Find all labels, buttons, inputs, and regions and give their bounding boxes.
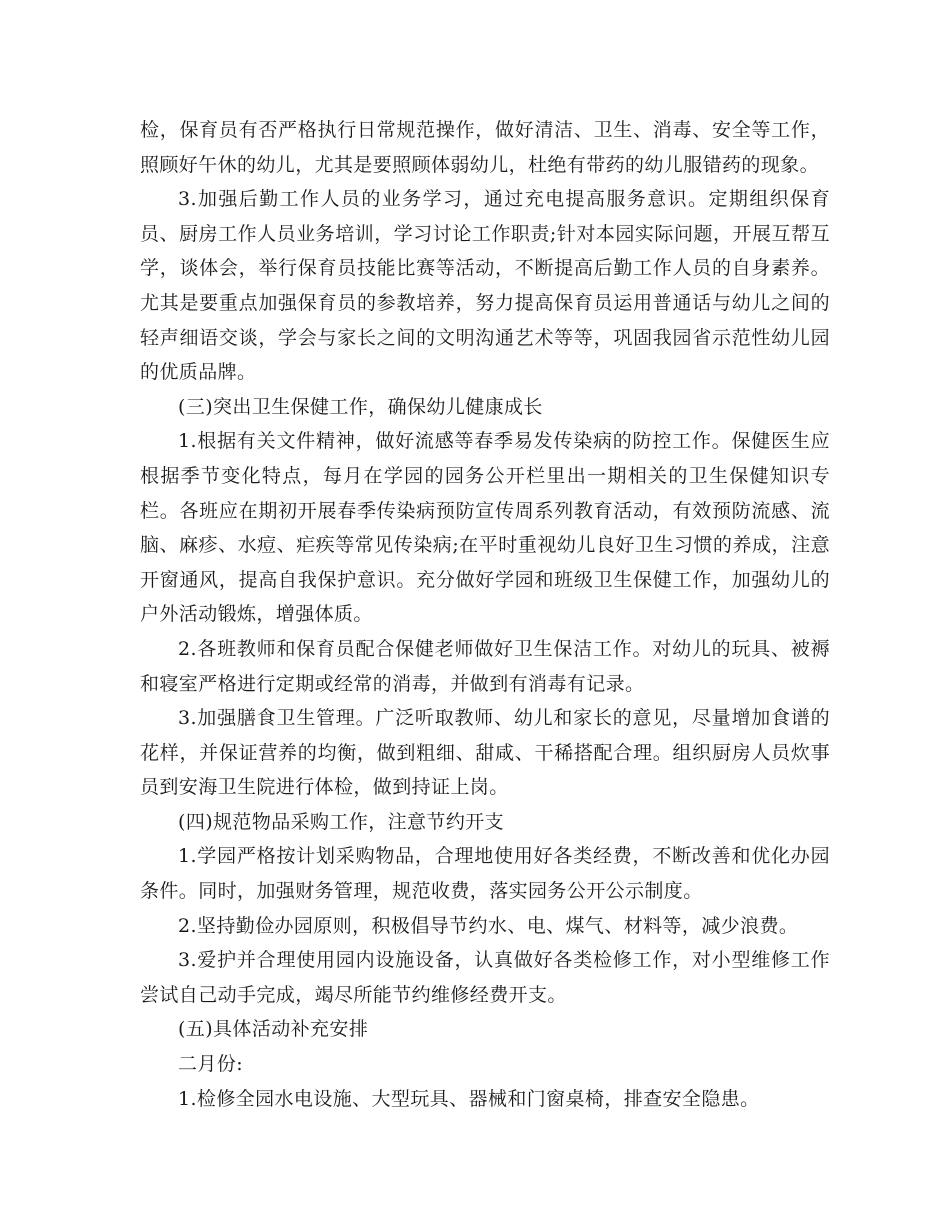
section-heading-procurement: (四)规范物品采购工作，注意节约开支: [178, 810, 505, 833]
paragraph-thrift: 2.坚持勤俭办园原则，积极倡导节约水、电、煤气、材料等，减少浪费。: [178, 914, 799, 937]
paragraph-maintenance: 3.爱护并合理使用园内设施设备，认真做好各类检修工作，对小型维修工作尝试自己动手完成，竭尽所能节约维修经费开支。: [140, 949, 830, 1006]
document-body: [140, 113, 830, 1116]
paragraph-disinfection: 2.各班教师和保育员配合保健老师做好卫生保洁工作。对幼儿的玩具、被褥和寝室严格进行定期或经常的消毒，并做到有消毒有记录。: [140, 637, 830, 695]
paragraph-diet-management: 3.加强膳食卫生管理。广泛听取教师、幼儿和家长的意见，尽量增加食谱的花样，并保证营养的均衡，做到粗细、甜咸、干稀搭配合理。组织厨房人员炊事员到安海卫生院进行体检，做到持证上岗。: [140, 707, 830, 799]
month-heading-february: 二月份:: [178, 1053, 244, 1076]
section-heading-activities: (五)具体活动补充安排: [178, 1018, 369, 1041]
paragraph-continuation: 检，保育员有否严格执行日常规范操作，做好清洁、卫生、消毒、安全等工作，照顾好午休的幼儿，尤其是要照顾体弱幼儿，杜绝有带药的幼儿服错药的现象。: [140, 119, 830, 176]
paragraph-disease-prevention: 1.根据有关文件精神，做好流感等春季易发传染病的防控工作。保健医生应根据季节变化特点，每月在学园的园务公开栏里出一期相关的卫生保健知识专栏。各班应在期初开展春季传染病预防宣传周系列教育活动，有效预防流感、流脑、麻疹、水痘、疟疾等常见传染病;在平时重视幼儿良好卫生习惯的养成，注意开窗通风，提高自我保护意识。充分做好学园和班级卫生保健工作，加强幼儿的户外活动锻炼，增强体质。: [140, 430, 830, 626]
paragraph-february-item-1: 1.检修全园水电设施、大型玩具、器械和门窗桌椅，排查安全隐患。: [178, 1087, 760, 1110]
paragraph-procurement-plan: 1.学园严格按计划采购物品，合理地使用好各类经费，不断改善和优化办园条件。同时，加强财务管理，规范收费，落实园务公开公示制度。: [140, 845, 830, 903]
section-heading-health: (三)突出卫生保健工作，确保幼儿健康成长: [178, 395, 543, 418]
paragraph-staff-training: 3.加强后勤工作人员的业务学习，通过充电提高服务意识。定期组织保育员、厨房工作人员业务培训，学习讨论工作职责;针对本园实际问题，开展互帮互学，谈体会，举行保育员技能比赛等活动，不断提高后勤工作人员的自身素养。尤其是要重点加强保育员的参教培养，努力提高保育员运用普通话与幼儿之间的轻声细语交谈，学会与家长之间的文明沟通艺术等等，巩固我园省示范性幼儿园的优质品牌。: [140, 188, 830, 384]
